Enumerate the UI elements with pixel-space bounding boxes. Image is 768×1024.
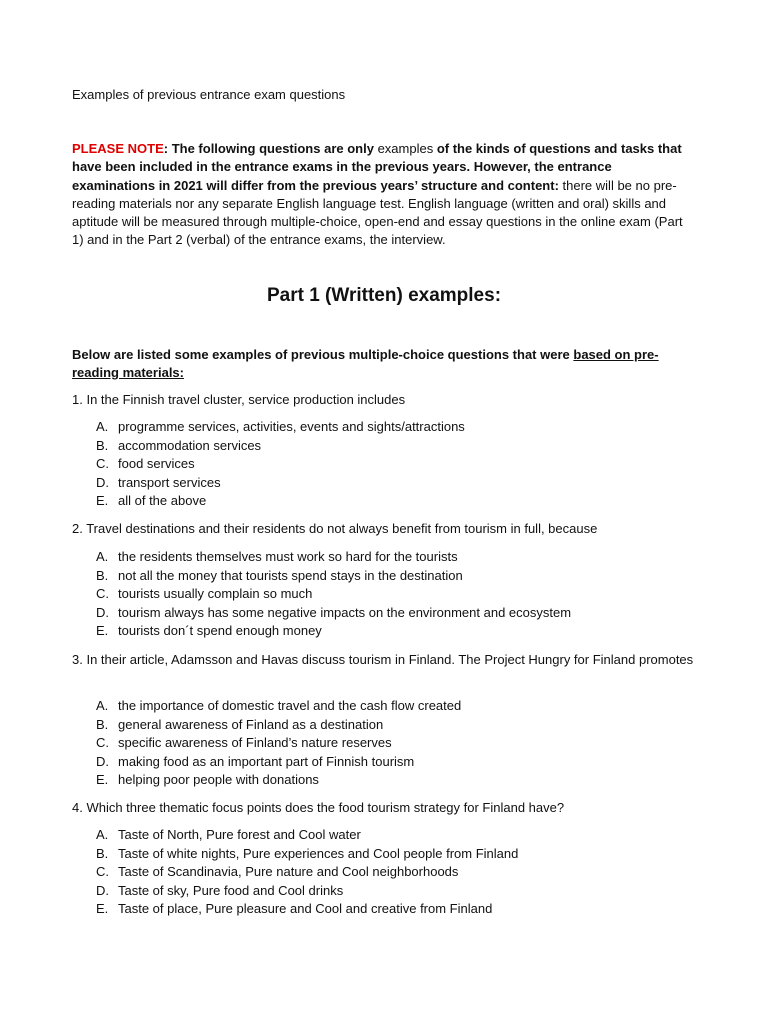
option-letter: B.: [96, 845, 109, 861]
intro-underlined-text: based on pre-reading materials:: [72, 347, 659, 380]
intro-paragraph: [72, 346, 696, 382]
option-letter: B.: [96, 716, 109, 732]
option-item: [96, 753, 461, 772]
option-text: Taste of North, Pure forest and Cool water: [118, 827, 361, 842]
option-letter: E.: [96, 901, 109, 916]
option-text: making food as an important part of Finnish tourism: [118, 753, 415, 769]
option-item: [96, 771, 461, 790]
option-letter: E.: [96, 772, 109, 787]
option-letter: A.: [96, 827, 109, 842]
option-item: [96, 622, 571, 641]
option-letter: E.: [96, 623, 109, 638]
option-item: [96, 845, 518, 864]
option-text: helping poor people with donations: [118, 772, 319, 787]
option-letter: C.: [96, 864, 109, 879]
option-text: Taste of sky, Pure food and Cool drinks: [118, 882, 344, 898]
note-segment-1: The following questions are only: [168, 141, 378, 156]
option-letter: D.: [96, 474, 109, 490]
question-3: 3. In their article, Adamsson and Havas discuss tourism in Finland. The Project Hungry for Finland promotes: [72, 652, 694, 667]
option-item: [96, 455, 465, 474]
question-3-options: [96, 697, 461, 790]
option-text: Taste of Scandinavia, Pure nature and Cool neighborhoods: [118, 864, 459, 879]
part-1-title: Part 1 (Written) examples:: [266, 285, 502, 306]
option-letter: B.: [96, 567, 109, 583]
option-item: [96, 548, 571, 567]
option-letter: A.: [96, 549, 109, 564]
option-item: [96, 716, 461, 735]
question-2: 2. Travel destinations and their residents do not always benefit from tourism in full, because: [72, 521, 598, 536]
option-letter: A.: [96, 419, 109, 434]
note-segment-4: there will be no pre-reading materials nor any separate English language test. English language (written and oral) skills and aptitude will be measured through multiple-choice, open-end and essay questions in the online exam (Part 1) and in the Part 2 (verbal) of the entrance exams, the interview.: [72, 177, 683, 248]
option-letter: C.: [96, 735, 109, 750]
option-text: transport services: [118, 474, 221, 490]
option-text: not all the money that tourists spend stays in the destination: [118, 567, 463, 583]
option-letter: B.: [96, 437, 109, 453]
note-segment-2: examples: [377, 141, 434, 156]
option-text: all of the above: [118, 493, 207, 508]
please-note-label: PLEASE NOTE: [72, 141, 164, 156]
option-item: [96, 882, 518, 901]
note-segment-3: of the kinds of questions and tasks that have been included in the entrance exams in the previous years. However, the entrance examinations in 2021 will differ from the previous years’ structure and content:: [72, 141, 682, 193]
option-item: [96, 567, 571, 586]
question-1: 1. In the Finnish travel cluster, service production includes: [72, 392, 406, 407]
option-text: programme services, activities, events and sights/attractions: [118, 419, 465, 434]
option-item: [96, 418, 465, 437]
option-letter: E.: [96, 493, 109, 508]
question-4-options: [96, 826, 518, 919]
option-letter: C.: [96, 456, 109, 471]
intro-text: Below are listed some examples of previous multiple-choice questions that were: [72, 347, 574, 362]
option-text: tourism always has some negative impacts on the environment and ecosystem: [118, 604, 572, 620]
option-item: [96, 585, 571, 604]
option-item: [96, 437, 465, 456]
document-title: Examples of previous entrance exam questions: [72, 87, 346, 102]
question-4: 4. Which three thematic focus points does the food tourism strategy for Finland have?: [72, 800, 565, 815]
option-letter: A.: [96, 698, 109, 713]
please-note-colon: :: [163, 141, 169, 156]
option-text: the importance of domestic travel and the cash flow created: [118, 698, 462, 713]
option-text: tourists usually complain so much: [118, 586, 313, 601]
option-item: [96, 492, 465, 511]
option-text: food services: [118, 456, 195, 471]
option-item: [96, 734, 461, 753]
option-item: [96, 474, 465, 493]
option-item: [96, 863, 518, 882]
option-letter: D.: [96, 882, 109, 898]
option-text: accommodation services: [118, 437, 262, 453]
option-letter: D.: [96, 604, 109, 620]
option-item: [96, 604, 571, 623]
option-text: the residents themselves must work so hard for the tourists: [118, 549, 458, 564]
option-item: [96, 900, 518, 919]
option-text: tourists don´t spend enough money: [118, 623, 322, 638]
option-text: Taste of white nights, Pure experiences and Cool people from Finland: [118, 845, 519, 861]
option-text: Taste of place, Pure pleasure and Cool and creative from Finland: [118, 901, 493, 916]
question-1-options: [96, 418, 465, 511]
please-note-paragraph: [72, 140, 692, 250]
option-text: specific awareness of Finland’s nature reserves: [118, 735, 392, 750]
question-2-options: [96, 548, 571, 641]
option-letter: D.: [96, 753, 109, 769]
option-item: [96, 826, 518, 845]
option-text: general awareness of Finland as a destination: [118, 716, 384, 732]
option-item: [96, 697, 461, 716]
option-letter: C.: [96, 586, 109, 601]
